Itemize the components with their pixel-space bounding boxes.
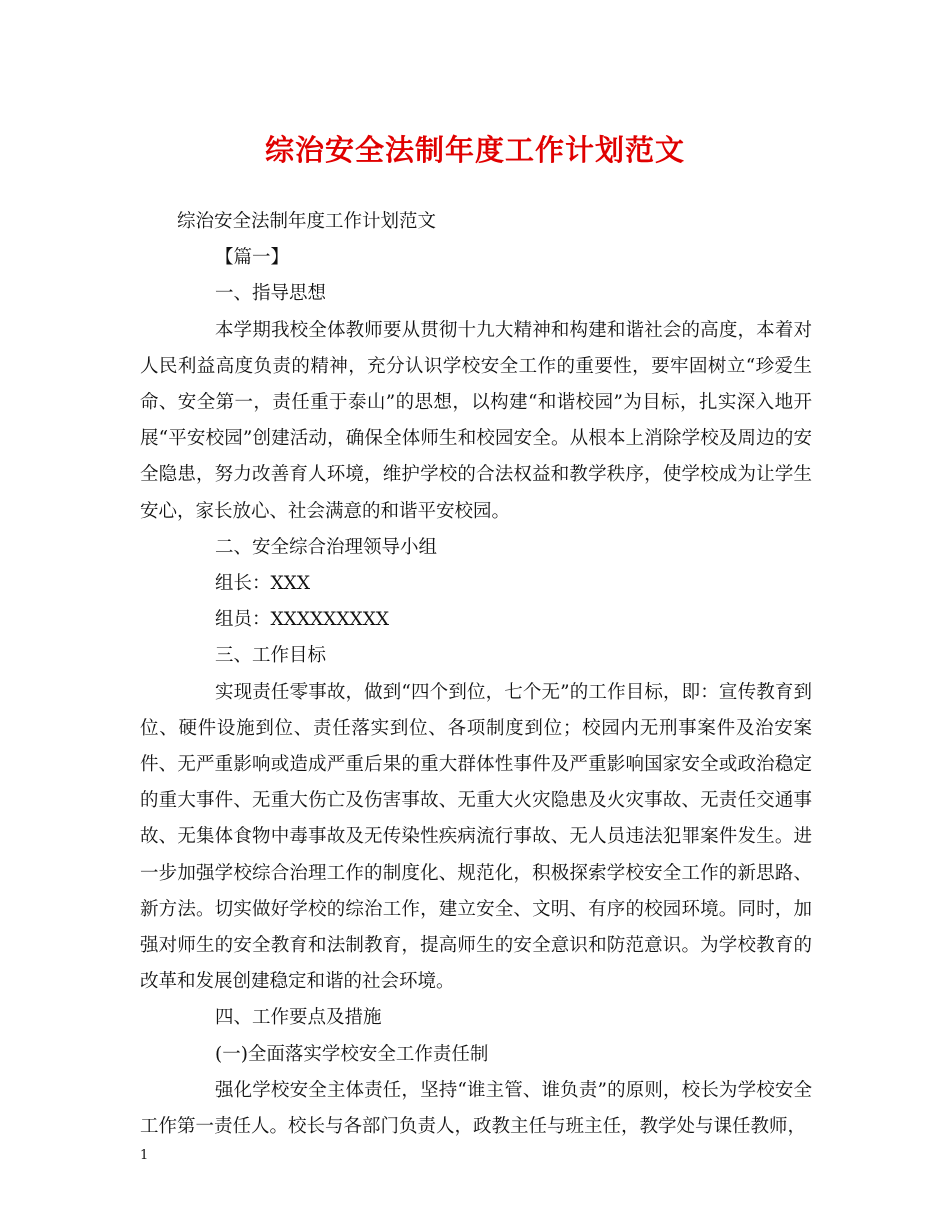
paragraph-guiding-ideology: 本学期我校全体教师要从贯彻十九大精神和构建和谐社会的高度，本着对人民利益高度负责的精神，充分认识学校安全工作的重要性，要牢固树立“珍爱生命、安全第一，责任重于泰山”的思想，以构建“和谐校园”为目标，扎实深入地开展“平安校园”创建活动，确保全体师生和校园安全。从根本上消除学校及周边的安全隐患，努力改善育人环境，维护学校的合法权益和教学秩序，使学校成为让学生安心，家长放心、社会满意的和谐平安校园。: [140, 319, 812, 522]
group-leader: 组长：XXX: [215, 573, 311, 595]
document-subtitle: 综治安全法制年度工作计划范文: [177, 211, 437, 232]
subheading-responsibility: (一)全面落实学校安全工作责任制: [215, 1043, 489, 1065]
heading-key-points: 四、工作要点及措施: [215, 1007, 382, 1029]
paragraph-work-goals: 实现责任零事故，做到“四个到位，七个无”的工作目标，即：宣传教育到位、硬件设施到位、责任落实到位、各项制度到位；校园内无刑事案件及治安案件、无严重影响或造成严重后果的重大群体性事件及严重影响国家安全或政治稳定的重大事件、无重大伤亡及伤害事故、无重大火灾隐患及火灾事故、无责任交通事故、无集体食物中毒事故及无传染性疾病流行事故、无人员违法犯罪案件发生。进一步加强学校综合治理工作的制度化、规范化，积极探索学校安全工作的新思路、新方法。切实做好学校的综治工作，建立安全、文明、有序的校园环境。同时，加强对师生的安全教育和法制教育，提高师生的安全意识和防范意识。为学校教育的改革和发展创建稳定和谐的社会环境。: [140, 681, 812, 993]
document-title: 综治安全法制年度工作计划范文: [264, 133, 685, 167]
section-tag: 【篇一】: [215, 247, 290, 269]
group-members: 组员：XXXXXXXXX: [215, 609, 390, 631]
page-number: 1: [140, 1148, 149, 1163]
heading-guiding-ideology: 一、指导思想: [215, 283, 327, 305]
heading-work-goals: 三、工作目标: [215, 645, 327, 667]
heading-leadership-group: 二、安全综合治理领导小组: [215, 536, 438, 558]
paragraph-responsibility: 强化学校安全主体责任，坚持“谁主管、谁负责”的原则，校长为学校安全工作第一责任人。校长与各部门负责人，政教主任与班主任，教学处与课任教师，: [140, 1079, 812, 1138]
document-body: [140, 204, 812, 1145]
